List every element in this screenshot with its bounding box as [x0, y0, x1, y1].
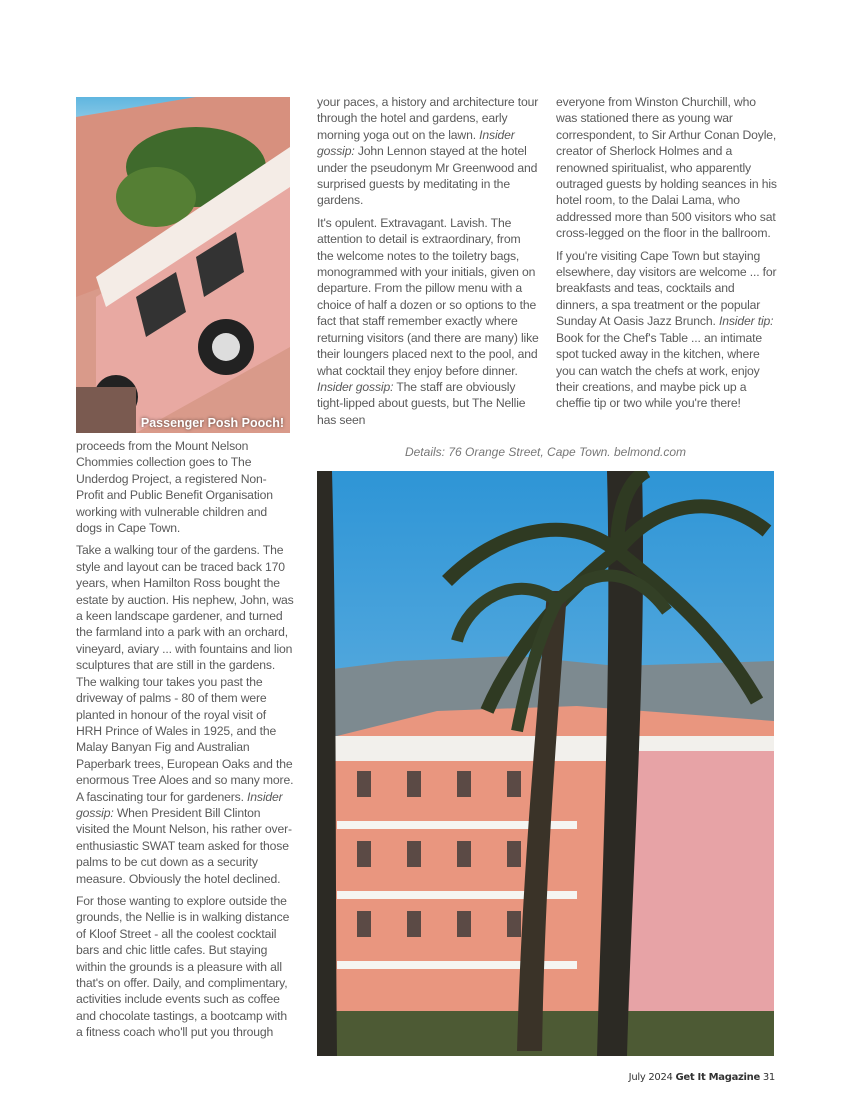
- issue-date: July 2024: [628, 1072, 673, 1083]
- column-1: [76, 438, 294, 1047]
- details-line: Details: 76 Orange Street, Cape Town. belmond.com: [404, 445, 687, 459]
- paragraph-text: For those wanting to explore outside the grounds, the Nellie is in walking distance of Kloof Street - all the coolest cocktail bars and chic little cafes. But staying within the grounds is a pleasure with all that's on offer. Daily, and complimentary, activities include events such as coffee and chocolate tastings, a bootcamp with a fitness coach who'll put you through: [76, 893, 290, 1040]
- paragraph: [317, 215, 539, 428]
- paragraph-text: your paces, a history and architecture tour through the hotel and gardens, early morning yoga out on the lawn.: [317, 95, 539, 142]
- paragraph: [76, 893, 294, 1041]
- paragraph-text: Take a walking tour of the gardens. The style and layout can be traced back 170 years, when Hamilton Ross bought the estate by auction. His nephew, John, was a keen landscape gardener, and turned the farmland into a park with an orchard, vineyard, aviary ... with fountains and lion sculptures that are still in the gardens. The walking tour takes you past the driveway of palms - 80 of them were planted in honour of the royal visit of HRH Prince of Wales in 1925, and the Malay Banyan Fig and Australian Paperbark trees, European Oaks and the enormous Tree Aloes and so many more. A fascinating tour for gardeners.: [76, 543, 294, 804]
- paragraph: [317, 94, 539, 209]
- paragraph-text: The staff are obviously tight-lipped about guests, but The Nellie has seen: [317, 379, 526, 427]
- paragraph-text: It's opulent. Extravagant. Lavish. The attention to detail is extraordinary, from the welcome notes to the toiletry bags, monogrammed with your initials, given on departure. From the pillow menu with a choice of half a dozen or so options to the fact that staff remember exactly where returning visitors (and there are many) like their loungers placed next to the pool, and what cocktail they enjoy before dinner.: [317, 215, 539, 378]
- photo-pink-vw-van: [76, 97, 290, 433]
- paragraph-text: everyone from Winston Churchill, who was stationed there as young war correspondent, to Sir Arthur Conan Doyle, creator of Sherlock Holmes and a renowned spiritualist, who apparently outraged guests by holding seances in his hotel room, to the Dalai Lama, who addressed more than 500 visitors who sat cross-legged on the floor in the ballroom.: [556, 95, 777, 241]
- paragraph: [556, 248, 778, 412]
- paragraph-text: When President Bill Clinton visited the Mount Nelson, his rather over-enthusiastic SWAT team asked for those palms to be cut down as a security measure. Obviously the hotel declined.: [76, 805, 292, 886]
- paragraph: [556, 94, 778, 242]
- paragraph: [76, 438, 294, 536]
- magazine-name: Get It Magazine: [675, 1072, 760, 1083]
- insider-label: Insider gossip:: [317, 127, 515, 159]
- insider-label: Insider tip:: [718, 314, 774, 329]
- paragraph: [76, 542, 294, 887]
- paragraph-text: proceeds from the Mount Nelson Chommies collection goes to The Underdog Project, a registered Non-Profit and Public Benefit Organisation working with vulnerable children and dogs in Cape Town.: [76, 439, 273, 536]
- column-2: [317, 94, 539, 434]
- hotel-illustration: [317, 471, 774, 1056]
- insider-label: Insider gossip:: [76, 789, 283, 820]
- column-3: [556, 94, 778, 418]
- van-illustration: [76, 97, 290, 433]
- paragraph-text: If you're visiting Cape Town but staying elsewhere, day visitors are welcome ... for breakfasts and teas, cocktails and dinners, a spa treatment or the popular Sunday At Oasis Jazz Brunch.: [556, 248, 777, 329]
- photo-mount-nelson-hotel: [317, 471, 774, 1056]
- photo-caption: Passenger Posh Pooch!: [140, 416, 284, 430]
- insider-label: Insider gossip:: [317, 379, 394, 394]
- paragraph-text: Book for the Chef's Table ... an intimate spot tucked away in the kitchen, where you can watch the chefs at work, enjoy their creations, and maybe pick up a cheffie tip or two while you're there!: [556, 330, 762, 411]
- page-footer: [629, 1072, 775, 1083]
- paragraph-text: John Lennon stayed at the hotel under the pseudonym Mr Greenwood and surprised guests by meditating in the gardens.: [317, 144, 538, 208]
- page-number: 31: [762, 1072, 775, 1083]
